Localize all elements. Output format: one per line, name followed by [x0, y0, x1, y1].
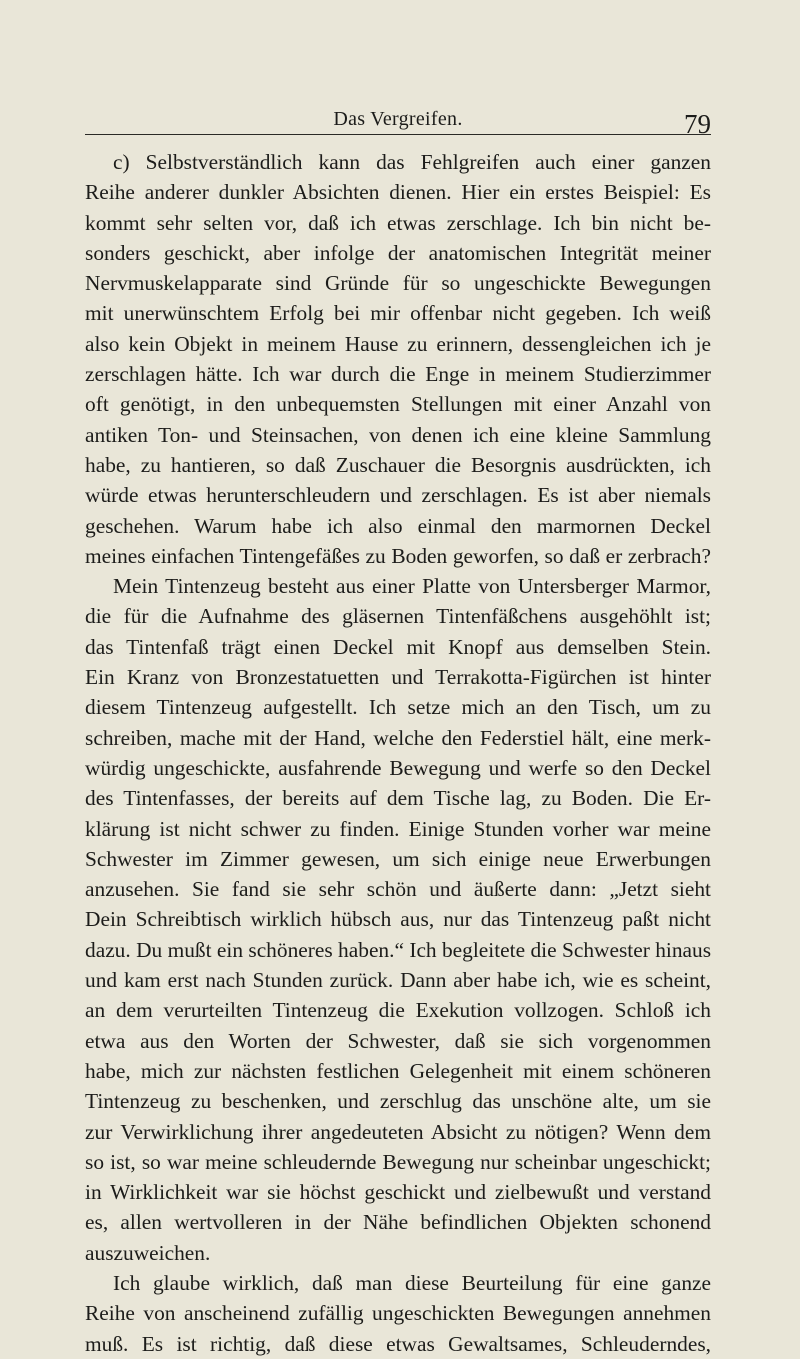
text-line: in Wirklichkeit war sie höchst geschickt und zielbewußt und verstand: [85, 1180, 711, 1205]
text-line: das Tintenfaß trägt einen Deckel mit Knopf aus demselben Stein.: [85, 634, 711, 659]
text-line: habe, mich zur nächsten festlichen Gelegenheit mit einem schöneren: [85, 1058, 711, 1083]
text-line: würdig ungeschickte, ausfahrende Bewegung und werfe so den Deckel: [85, 755, 711, 780]
text-line: kommt sehr selten vor, daß ich etwas zerschlage. Ich bin nicht be-: [85, 210, 711, 235]
text-line: Tintenzeug zu beschenken, und zerschlug das unschöne alte, um sie: [85, 1089, 711, 1114]
text-line: geschehen. Warum habe ich also einmal den marmornen Deckel: [85, 513, 711, 538]
text-line: auszuweichen.: [85, 1240, 211, 1265]
text-line: schreiben, mache mit der Hand, welche den Federstiel hält, eine merk-: [85, 725, 711, 750]
text-line: Ein Kranz von Bronzestatuetten und Terrakotta-Figürchen ist hinter: [85, 665, 711, 690]
text-line: also kein Objekt in meinem Hause zu erinnern, dessengleichen ich je: [85, 331, 711, 356]
text-line: Schwester im Zimmer gewesen, um sich einige neue Erwerbungen: [85, 846, 711, 871]
running-header: [85, 108, 711, 139]
text-line: Dein Schreibtisch wirklich hübsch aus, nur das Tintenzeug paßt nicht: [85, 907, 711, 932]
text-line: anzusehen. Sie fand sie sehr schön und äußerte dann: „Jetzt sieht: [85, 877, 711, 902]
text-line: dazu. Du mußt ein schöneres haben.“ Ich begleitete die Schwester hinaus: [85, 937, 711, 962]
text-line: und kam erst nach Stunden zurück. Dann aber habe ich, wie es scheint,: [85, 968, 711, 993]
text-line: es, allen wertvolleren in der Nähe befindlichen Objekten schonend: [85, 1210, 711, 1235]
page-number: 79: [684, 109, 711, 139]
text-line: sonders geschickt, aber infolge der anatomischen Integrität meiner: [85, 240, 711, 265]
text-line: Reihe von anscheinend zufällig ungeschickten Bewegungen annehmen: [85, 1301, 711, 1326]
text-line: oft genötigt, in den unbequemsten Stellungen mit einer Anzahl von: [85, 392, 711, 417]
body-text: [85, 147, 711, 1359]
text-line: antiken Ton- und Steinsachen, von denen ich eine kleine Sammlung: [85, 422, 711, 447]
text-line: etwa aus den Worten der Schwester, daß sie sich vorgenommen: [85, 1028, 711, 1053]
running-title: Das Vergreifen.: [333, 108, 463, 130]
text-line: Reihe anderer dunkler Absichten dienen. Hier ein erstes Beispiel: Es: [85, 180, 711, 205]
text-line: klärung ist nicht schwer zu finden. Einige Stunden vorher war meine: [85, 816, 711, 841]
text-line: zerschlagen hätte. Ich war durch die Enge in meinem Studierzimmer: [85, 362, 711, 387]
text-line: würde etwas herunterschleudern und zerschlagen. Es ist aber niemals: [85, 483, 711, 508]
text-line: mit unerwünschtem Erfolg bei mir offenbar nicht gegeben. Ich weiß: [85, 301, 711, 326]
text-line: habe, zu hantieren, so daß Zuschauer die Besorgnis ausdrückten, ich: [85, 452, 711, 477]
text-line: Mein Tintenzeug besteht aus einer Platte von Untersberger Marmor,: [113, 574, 711, 599]
text-line: an dem verurteilten Tintenzeug die Exekution vollzogen. Schloß ich: [85, 998, 711, 1023]
header-rule: [85, 134, 711, 135]
text-line: muß. Es ist richtig, daß diese etwas Gewaltsames, Schleuderndes,: [85, 1331, 711, 1356]
text-line: c) Selbstverständlich kann das Fehlgreifen auch einer ganzen: [113, 150, 711, 174]
text-line: Nervmuskelapparate sind Gründe für so ungeschickte Bewegungen: [85, 271, 711, 296]
text-line: des Tintenfasses, der bereits auf dem Tische lag, zu Boden. Die Er-: [85, 786, 711, 811]
text-line: meines einfachen Tintengefäßes zu Boden geworfen, so daß er zerbrach?: [85, 543, 711, 568]
text-line: die für die Aufnahme des gläsernen Tintenfäßchens ausgehöhlt ist;: [85, 604, 711, 629]
text-line: so ist, so war meine schleudernde Bewegung nur scheinbar ungeschickt;: [85, 1149, 711, 1174]
text-line: Ich glaube wirklich, daß man diese Beurteilung für eine ganze: [113, 1270, 711, 1295]
text-line: diesem Tintenzeug aufgestellt. Ich setze mich an den Tisch, um zu: [85, 695, 711, 720]
text-line: zur Verwirklichung ihrer angedeuteten Absicht zu nötigen? Wenn dem: [85, 1119, 711, 1144]
